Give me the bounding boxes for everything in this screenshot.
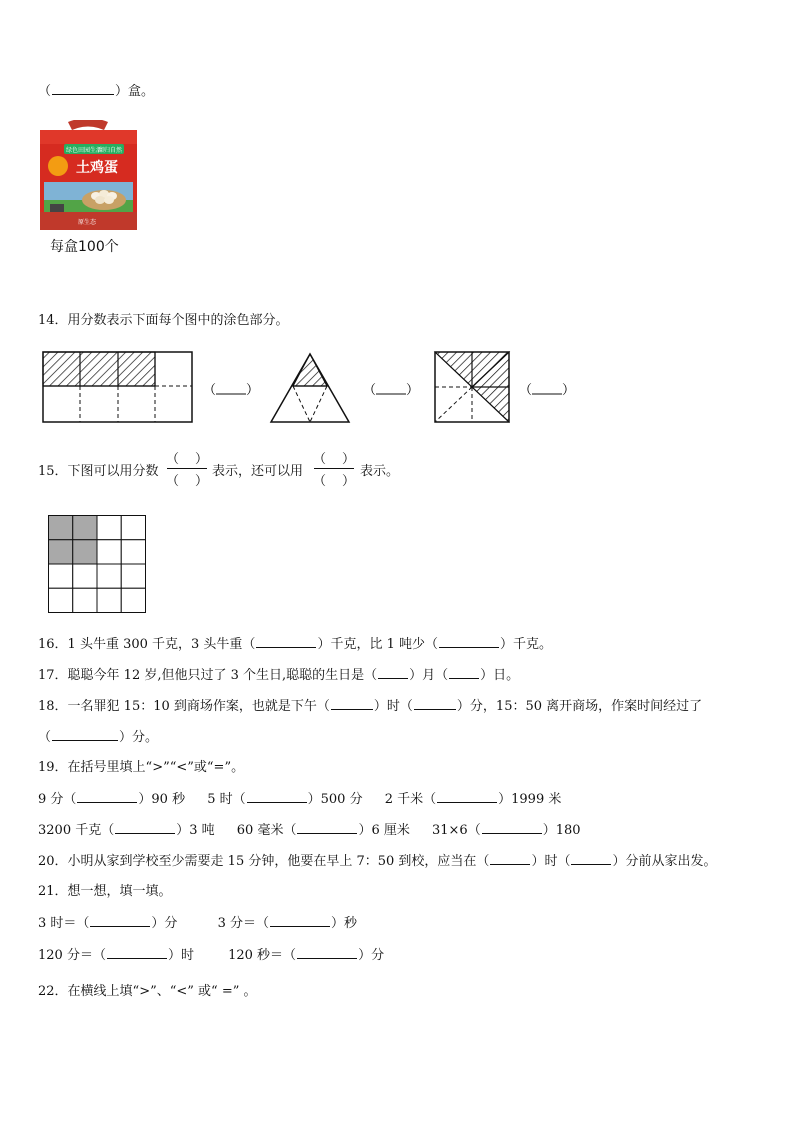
q19-item-2-right: ）500 分 <box>307 792 363 807</box>
q18-part-a: 18．一名罪犯 15：10 到商场作案，也就是下午（ <box>38 699 330 714</box>
q21-blank-1[interactable] <box>90 914 150 927</box>
q17-question <box>38 666 519 685</box>
q19-blank-2[interactable] <box>247 790 307 803</box>
q14-answer-1[interactable] <box>203 383 259 398</box>
q16-part-b: ）千克，比 1 吨少（ <box>317 637 438 652</box>
open-paren: （ <box>312 474 326 489</box>
q20-blank-hour[interactable] <box>490 852 530 865</box>
q21-question: 21．想一想，填一填。 <box>38 884 172 899</box>
q17-part-b: ）月（ <box>409 668 449 683</box>
q16-part-c: ）千克。 <box>499 637 552 652</box>
q20-question <box>38 852 716 871</box>
open-paren: （ <box>363 383 377 398</box>
q17-blank-month[interactable] <box>378 666 408 679</box>
open-paren: （ <box>312 452 326 467</box>
close-paren: ） <box>342 452 356 467</box>
q18-question <box>38 697 702 716</box>
close-paren: ） <box>562 383 576 398</box>
q14-question: 14．用分数表示下面每个图中的涂色部分。 <box>38 313 289 328</box>
q19-blank-4[interactable] <box>115 821 175 834</box>
box-sub: 原生态 <box>78 219 97 226</box>
q15-question-middle: 表示，还可以用 <box>212 464 304 479</box>
grid-cell <box>73 564 97 588</box>
open-paren: （ <box>165 474 179 489</box>
q14-figure-rectangle <box>43 352 192 422</box>
open-paren: （ <box>165 452 179 467</box>
q21-item-2-left: 3 分＝（ <box>217 916 269 931</box>
q21-item-4-left: 120 秒＝（ <box>228 948 297 963</box>
grid-cell <box>97 564 121 588</box>
q14-answer-3[interactable] <box>519 383 575 398</box>
grid-cell-shaded <box>73 540 97 564</box>
q18-question-cont <box>38 728 158 747</box>
q16-blank-1[interactable] <box>256 635 316 648</box>
grid-cell-shaded <box>73 516 97 540</box>
open-paren: （ <box>519 383 533 398</box>
q19-row-2 <box>38 821 581 840</box>
q19-blank-5[interactable] <box>297 821 357 834</box>
q19-item-2-left: 5 时（ <box>207 792 246 807</box>
open-paren: （ <box>203 383 217 398</box>
q14-answer-2[interactable] <box>363 383 419 398</box>
q20-part-c: ）分前从家出发。 <box>612 854 717 869</box>
q21-row-1 <box>38 914 357 933</box>
q21-row-2 <box>38 946 384 965</box>
grid-cell <box>49 564 73 588</box>
q19-row-1 <box>38 790 561 809</box>
q19-item-1-right: ）90 秒 <box>138 792 186 807</box>
q16-part-a: 16．1 头牛重 300 千克，3 头牛重（ <box>38 637 256 652</box>
q19-blank-1[interactable] <box>77 790 137 803</box>
close-paren: ） <box>195 474 209 489</box>
q21-item-3-right: ）时 <box>167 948 194 963</box>
q17-part-a: 17．聪聪今年 12 岁,但他只过了 3 个生日,聪聪的生日是（ <box>38 668 378 683</box>
box-banner-left: 绿色田园生活 <box>66 147 103 154</box>
box-title: 土鸡蛋 <box>76 160 118 176</box>
close-paren: ） <box>342 474 356 489</box>
grid-cell <box>121 516 145 540</box>
grid-cell-shaded <box>49 516 73 540</box>
q13-suffix: 盒。 <box>128 84 155 99</box>
grid-cell <box>49 588 73 612</box>
close-paren: ） <box>195 452 209 467</box>
grid-cell <box>121 540 145 564</box>
q21-item-4-right: ）分 <box>358 948 385 963</box>
grid-cell <box>97 516 121 540</box>
close-paren: ） <box>246 383 260 398</box>
q14-figure-square <box>435 352 509 422</box>
q13-answer-blank[interactable] <box>52 82 114 95</box>
q20-part-a: 20．小明从家到学校至少需要走 15 分钟，他要在早上 7：50 到校，应当在（ <box>38 854 490 869</box>
q20-blank-minute[interactable] <box>571 852 611 865</box>
q18-part-e: ）分。 <box>119 730 159 745</box>
q21-item-1-left: 3 时＝（ <box>38 916 90 931</box>
q14-figure-triangle <box>271 354 349 422</box>
q18-blank-minute[interactable] <box>414 697 456 710</box>
grid-cell-shaded <box>49 540 73 564</box>
q14-figures <box>38 346 578 428</box>
q17-part-c: ）日。 <box>480 668 520 683</box>
q20-part-b: ）时（ <box>531 854 571 869</box>
box-emblem <box>48 156 68 176</box>
q16-blank-2[interactable] <box>439 635 499 648</box>
q15-grid-figure <box>48 515 147 613</box>
q19-item-5-left: 60 毫米（ <box>236 823 297 838</box>
q21-blank-2[interactable] <box>270 914 330 927</box>
q19-item-5-right: ）6 厘米 <box>358 823 410 838</box>
q18-part-b: ）时（ <box>373 699 413 714</box>
q21-blank-3[interactable] <box>107 946 167 959</box>
q17-blank-day[interactable] <box>449 666 479 679</box>
open-paren: （ <box>38 84 52 99</box>
close-paren: ） <box>115 84 129 99</box>
q19-item-4-left: 3200 千克（ <box>38 823 115 838</box>
q21-blank-4[interactable] <box>297 946 357 959</box>
q19-item-6-right: ）180 <box>542 823 581 838</box>
q18-blank-hour[interactable] <box>331 697 373 710</box>
q22-question: 22．在横线上填“>”、“<” 或“ =” 。 <box>38 984 257 999</box>
grid-cell <box>97 588 121 612</box>
q15-question-end: 表示。 <box>360 464 400 479</box>
grid-cell <box>121 564 145 588</box>
grid-cell <box>121 588 145 612</box>
q19-blank-3[interactable] <box>437 790 497 803</box>
q16-question <box>38 635 552 654</box>
q19-question: 19．在括号里填上“>”“<”或“=”。 <box>38 760 245 775</box>
box-banner-right: 回归自然 <box>98 147 123 154</box>
q19-blank-6[interactable] <box>482 821 542 834</box>
q15-question-start: 15．下图可以用分数 <box>38 464 159 479</box>
q19-item-3-left: 2 千米（ <box>384 792 437 807</box>
q18-blank-duration[interactable] <box>52 728 118 741</box>
q21-item-1-right: ）分 <box>151 916 178 931</box>
q19-item-6-left: 31×6（ <box>432 823 481 838</box>
q19-item-4-right: ）3 吨 <box>176 823 215 838</box>
grid-cell <box>97 540 121 564</box>
q19-item-3-right: ）1999 米 <box>498 792 562 807</box>
egg-box-image <box>38 120 139 233</box>
q13-answer-line <box>38 82 154 101</box>
grid-cell <box>73 588 97 612</box>
box-caption: 每盒100个 <box>50 239 119 255</box>
q21-item-2-right: ）秒 <box>330 916 357 931</box>
q18-part-c: ）分，15：50 离开商场，作案时间经过了 <box>456 699 703 714</box>
close-paren: ） <box>406 383 420 398</box>
q18-part-d: （ <box>38 730 52 745</box>
q19-item-1-left: 9 分（ <box>38 792 77 807</box>
q21-item-3-left: 120 分＝（ <box>38 948 106 963</box>
